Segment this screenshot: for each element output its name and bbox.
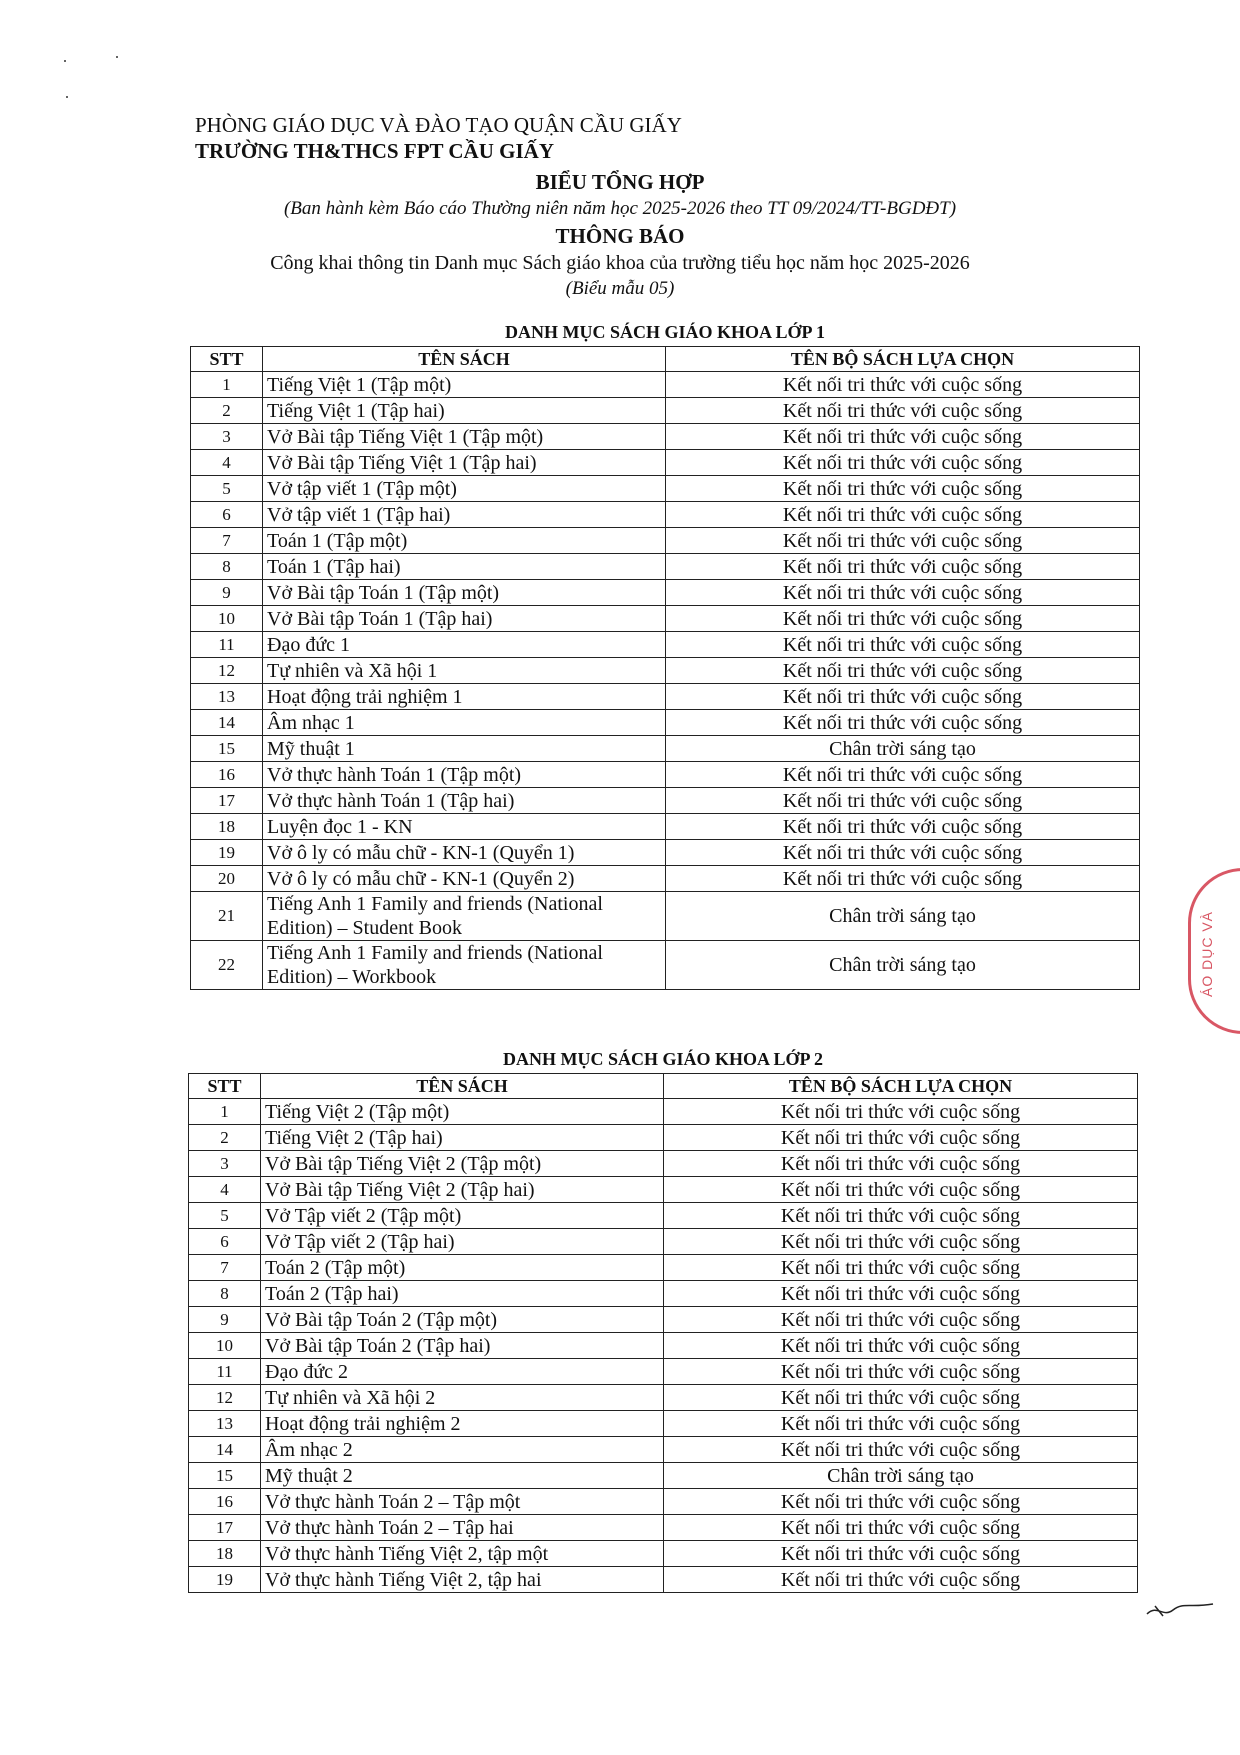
row-stt: 8 [191,554,263,580]
scan-speck [66,96,68,98]
row-book-name: Mỹ thuật 2 [261,1463,664,1489]
row-book-name: Vở Bài tập Tiếng Việt 2 (Tập hai) [261,1177,664,1203]
table-row [191,580,1140,606]
row-stt: 7 [189,1255,261,1281]
row-book-name: Vở Bài tập Toán 1 (Tập một) [263,580,666,606]
row-book-name: Vở tập viết 1 (Tập hai) [263,502,666,528]
row-book-name: Luyện đọc 1 - KN [263,814,666,840]
row-book-set: Kết nối tri thức với cuộc sống [664,1515,1138,1541]
row-book-name: Tiếng Anh 1 Family and friends (National Edition) – Workbook [263,941,666,990]
row-book-name: Vở thực hành Tiếng Việt 2, tập hai [261,1567,664,1593]
grade1-table-body [191,372,1140,990]
row-book-name: Âm nhạc 2 [261,1437,664,1463]
row-book-set: Kết nối tri thức với cuộc sống [666,450,1140,476]
row-book-name: Vở ô ly có mẫu chữ - KN-1 (Quyển 2) [263,866,666,892]
row-book-set: Kết nối tri thức với cuộc sống [666,658,1140,684]
row-stt: 3 [189,1151,261,1177]
row-book-name: Tiếng Việt 2 (Tập một) [261,1099,664,1125]
row-book-name: Tiếng Việt 1 (Tập một) [263,372,666,398]
row-stt: 1 [189,1099,261,1125]
row-book-name: Hoạt động trải nghiệm 1 [263,684,666,710]
row-stt: 14 [189,1437,261,1463]
row-stt: 11 [191,632,263,658]
row-book-set: Kết nối tri thức với cuộc sống [664,1359,1138,1385]
row-book-set: Kết nối tri thức với cuộc sống [666,866,1140,892]
row-stt: 14 [191,710,263,736]
scan-speck [116,56,118,58]
row-book-set: Kết nối tri thức với cuộc sống [664,1255,1138,1281]
school-name: TRƯỜNG TH&THCS FPT CẦU GIẤY [195,139,554,163]
row-book-set: Kết nối tri thức với cuộc sống [664,1203,1138,1229]
table-header-row [191,347,1140,372]
table-row [189,1333,1138,1359]
row-book-set: Kết nối tri thức với cuộc sống [666,554,1140,580]
table-row [191,892,1140,941]
row-stt: 18 [191,814,263,840]
row-book-name: Vở Bài tập Toán 2 (Tập hai) [261,1333,664,1359]
row-book-name: Vở thực hành Toán 1 (Tập hai) [263,788,666,814]
row-book-name: Vở thực hành Tiếng Việt 2, tập một [261,1541,664,1567]
table-row [189,1307,1138,1333]
row-book-name: Vở Bài tập Toán 1 (Tập hai) [263,606,666,632]
column-header-stt: STT [191,347,263,372]
row-book-set: Kết nối tri thức với cuộc sống [666,684,1140,710]
row-book-set: Kết nối tri thức với cuộc sống [666,762,1140,788]
row-stt: 15 [191,736,263,762]
stamp-text: ÁO DỤC VÀ [1199,911,1215,998]
table-row [191,658,1140,684]
row-stt: 11 [189,1359,261,1385]
row-stt: 17 [189,1515,261,1541]
row-stt: 9 [189,1307,261,1333]
row-book-name: Vở Tập viết 2 (Tập một) [261,1203,664,1229]
row-book-name: Mỹ thuật 1 [263,736,666,762]
row-book-name: Hoạt động trải nghiệm 2 [261,1411,664,1437]
row-book-name: Toán 2 (Tập hai) [261,1281,664,1307]
row-book-set: Kết nối tri thức với cuộc sống [666,788,1140,814]
scan-speck [64,60,66,62]
grade2-table-body [189,1099,1138,1593]
summary-title: BIỂU TỔNG HỢP [535,170,705,194]
row-book-set: Kết nối tri thức với cuộc sống [666,580,1140,606]
official-seal-stamp [1188,868,1240,1034]
row-book-set: Chân trời sáng tạo [666,941,1140,990]
column-header-name: TÊN SÁCH [263,347,666,372]
table-row [189,1463,1138,1489]
row-book-set: Kết nối tri thức với cuộc sống [666,710,1140,736]
row-stt: 2 [189,1125,261,1151]
row-stt: 15 [189,1463,261,1489]
row-book-set: Kết nối tri thức với cuộc sống [666,398,1140,424]
row-stt: 5 [189,1203,261,1229]
row-book-name: Vở tập viết 1 (Tập một) [263,476,666,502]
table-row [189,1359,1138,1385]
row-stt: 5 [191,476,263,502]
row-book-name: Tiếng Việt 1 (Tập hai) [263,398,666,424]
signature-mark [1145,1600,1215,1620]
row-book-name: Vở Bài tập Tiếng Việt 2 (Tập một) [261,1151,664,1177]
table-row [191,476,1140,502]
row-book-set: Kết nối tri thức với cuộc sống [666,528,1140,554]
row-book-set: Kết nối tri thức với cuộc sống [666,840,1140,866]
row-book-set: Kết nối tri thức với cuộc sống [666,424,1140,450]
notice-title: THÔNG BÁO [555,224,685,248]
column-header-name: TÊN SÁCH [261,1074,664,1099]
row-stt: 9 [191,580,263,606]
row-book-name: Toán 1 (Tập hai) [263,554,666,580]
row-book-name: Vở Bài tập Tiếng Việt 1 (Tập hai) [263,450,666,476]
table-row [191,762,1140,788]
row-stt: 10 [189,1333,261,1359]
row-book-name: Vở thực hành Toán 2 – Tập một [261,1489,664,1515]
table-row [191,424,1140,450]
table-row [191,554,1140,580]
row-stt: 21 [191,892,263,941]
row-stt: 10 [191,606,263,632]
row-stt: 4 [191,450,263,476]
row-book-set: Kết nối tri thức với cuộc sống [666,476,1140,502]
row-stt: 8 [189,1281,261,1307]
issued-note: (Ban hành kèm Báo cáo Thường niên năm học 2025-2026 theo TT 09/2024/TT-BGDĐT) [283,198,957,219]
row-stt: 13 [191,684,263,710]
row-book-name: Vở thực hành Toán 2 – Tập hai [261,1515,664,1541]
table-row [189,1281,1138,1307]
row-stt: 18 [189,1541,261,1567]
column-header-set: TÊN BỘ SÁCH LỰA CHỌN [664,1074,1138,1099]
row-stt: 7 [191,528,263,554]
row-book-set: Kết nối tri thức với cuộc sống [664,1125,1138,1151]
table-row [189,1489,1138,1515]
table-row [191,788,1140,814]
grade1-title: DANH MỤC SÁCH GIÁO KHOA LỚP 1 [504,322,826,342]
row-stt: 19 [191,840,263,866]
row-book-name: Vở Tập viết 2 (Tập hai) [261,1229,664,1255]
row-book-name: Đạo đức 1 [263,632,666,658]
table-row [191,866,1140,892]
table-row [191,372,1140,398]
table-row [189,1099,1138,1125]
row-book-set: Kết nối tri thức với cuộc sống [664,1333,1138,1359]
row-book-set: Kết nối tri thức với cuộc sống [664,1099,1138,1125]
row-book-name: Tiếng Việt 2 (Tập hai) [261,1125,664,1151]
table-row [191,684,1140,710]
table-row [191,736,1140,762]
table-row [191,840,1140,866]
row-stt: 6 [191,502,263,528]
row-book-name: Đạo đức 2 [261,1359,664,1385]
grade1-book-table [190,346,1140,990]
row-book-set: Kết nối tri thức với cuộc sống [666,814,1140,840]
form-number: (Biểu mẫu 05) [565,278,675,299]
row-stt: 6 [189,1229,261,1255]
table-row [189,1151,1138,1177]
grade2-title: DANH MỤC SÁCH GIÁO KHOA LỚP 2 [502,1049,824,1069]
row-stt: 3 [191,424,263,450]
row-book-name: Vở Bài tập Tiếng Việt 1 (Tập một) [263,424,666,450]
row-stt: 17 [191,788,263,814]
table-row [189,1437,1138,1463]
row-stt: 4 [189,1177,261,1203]
table-row [189,1125,1138,1151]
row-book-set: Kết nối tri thức với cuộc sống [666,502,1140,528]
row-book-set: Kết nối tri thức với cuộc sống [664,1307,1138,1333]
table-row [189,1203,1138,1229]
row-stt: 16 [191,762,263,788]
row-stt: 12 [189,1385,261,1411]
table-row [191,941,1140,990]
row-stt: 22 [191,941,263,990]
column-header-set: TÊN BỘ SÁCH LỰA CHỌN [666,347,1140,372]
row-stt: 12 [191,658,263,684]
row-stt: 1 [191,372,263,398]
row-book-set: Kết nối tri thức với cuộc sống [664,1437,1138,1463]
row-book-name: Toán 2 (Tập một) [261,1255,664,1281]
row-book-name: Tiếng Anh 1 Family and friends (National Edition) – Student Book [263,892,666,941]
row-book-name: Âm nhạc 1 [263,710,666,736]
row-stt: 2 [191,398,263,424]
row-book-set: Kết nối tri thức với cuộc sống [664,1567,1138,1593]
row-book-set: Kết nối tri thức với cuộc sống [666,632,1140,658]
table-row [189,1515,1138,1541]
row-stt: 19 [189,1567,261,1593]
table-row [189,1385,1138,1411]
table-row [189,1255,1138,1281]
table-row [191,502,1140,528]
row-book-set: Kết nối tri thức với cuộc sống [666,372,1140,398]
table-row [191,710,1140,736]
table-row [191,398,1140,424]
column-header-stt: STT [189,1074,261,1099]
row-book-set: Kết nối tri thức với cuộc sống [664,1177,1138,1203]
row-book-set: Kết nối tri thức với cuộc sống [664,1541,1138,1567]
table-row [189,1541,1138,1567]
department-name: PHÒNG GIÁO DỤC VÀ ĐÀO TẠO QUẬN CẦU GIẤY [195,113,682,137]
table-row [191,450,1140,476]
row-book-name: Toán 1 (Tập một) [263,528,666,554]
row-book-set: Kết nối tri thức với cuộc sống [664,1281,1138,1307]
table-row [189,1177,1138,1203]
row-book-name: Vở ô ly có mẫu chữ - KN-1 (Quyển 1) [263,840,666,866]
row-book-set: Kết nối tri thức với cuộc sống [664,1411,1138,1437]
grade2-book-table [188,1073,1138,1593]
row-book-set: Chân trời sáng tạo [666,892,1140,941]
row-book-set: Kết nối tri thức với cuộc sống [666,606,1140,632]
row-book-set: Chân trời sáng tạo [666,736,1140,762]
row-stt: 13 [189,1411,261,1437]
row-book-name: Tự nhiên và Xã hội 1 [263,658,666,684]
table-row [191,606,1140,632]
row-book-set: Kết nối tri thức với cuộc sống [664,1151,1138,1177]
row-book-name: Tự nhiên và Xã hội 2 [261,1385,664,1411]
row-stt: 20 [191,866,263,892]
row-book-name: Vở thực hành Toán 1 (Tập một) [263,762,666,788]
table-row [191,632,1140,658]
row-book-set: Kết nối tri thức với cuộc sống [664,1229,1138,1255]
row-stt: 16 [189,1489,261,1515]
row-book-set: Chân trời sáng tạo [664,1463,1138,1489]
table-row [189,1567,1138,1593]
row-book-name: Vở Bài tập Toán 2 (Tập một) [261,1307,664,1333]
table-row [191,814,1140,840]
table-row [189,1411,1138,1437]
row-book-set: Kết nối tri thức với cuộc sống [664,1489,1138,1515]
table-header-row [189,1074,1138,1099]
table-row [189,1229,1138,1255]
row-book-set: Kết nối tri thức với cuộc sống [664,1385,1138,1411]
table-row [191,528,1140,554]
notice-description: Công khai thông tin Danh mục Sách giáo khoa của trường tiểu học năm học 2025-2026 [270,252,970,274]
